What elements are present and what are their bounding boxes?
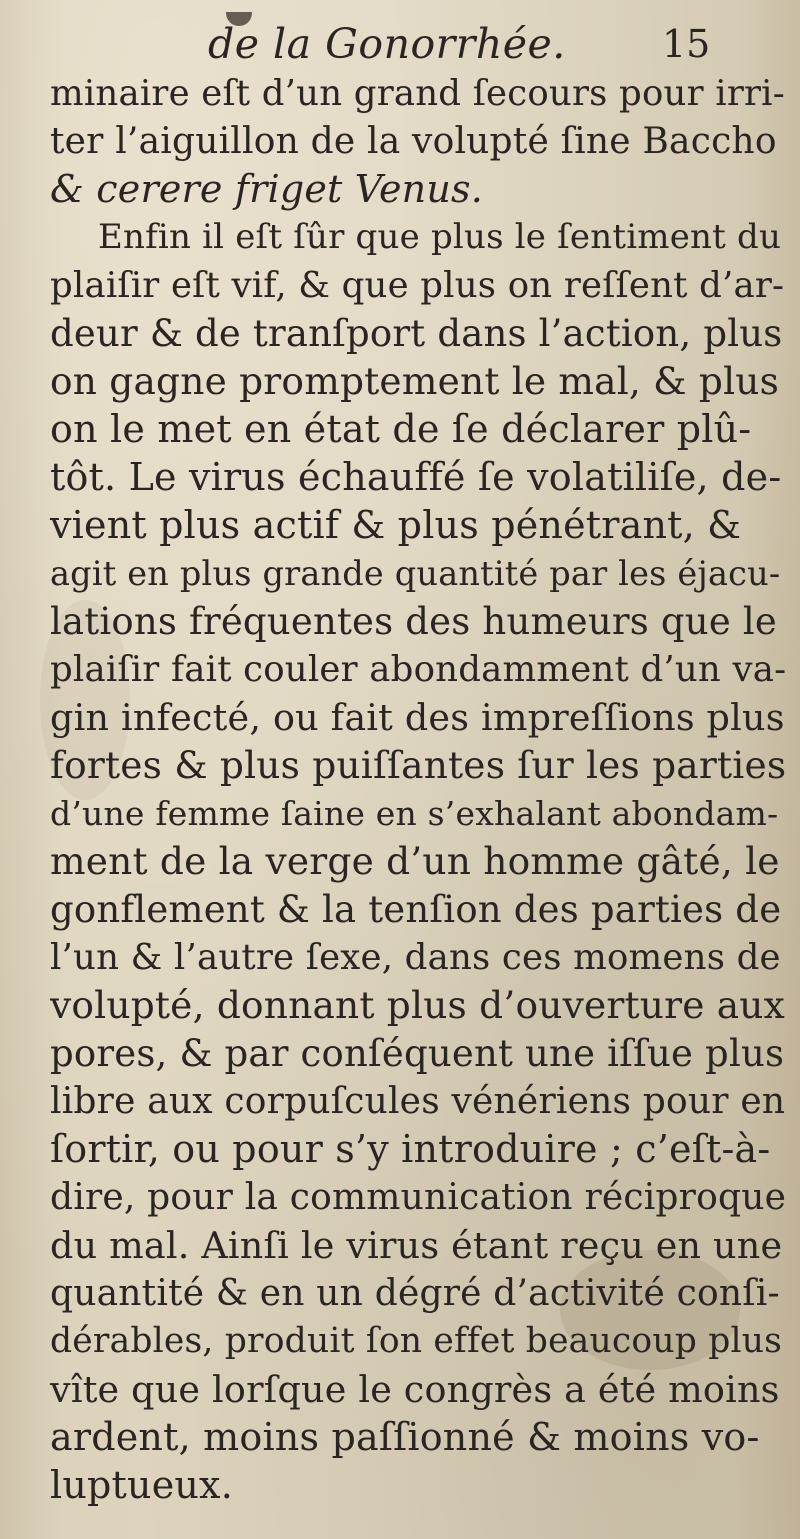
text-line: vîte que lorſque le congrès a été moins: [50, 1368, 780, 1411]
running-title: de la Gonorrhée.: [208, 20, 566, 68]
text-line: Enfin il eſt ſûr que plus le ſentiment du: [98, 217, 782, 257]
text-line: ter l’aiguillon de la volupté ſine Baccho: [50, 121, 777, 162]
text-line: on gagne promptement le mal, & plus: [50, 359, 780, 403]
text-line: & cerere friget Venus.: [50, 167, 483, 211]
text-line: vient plus actif & plus pénétrant, &: [50, 503, 742, 547]
page-number: 15: [662, 22, 711, 66]
text-line: gin infecté, ou fait des impreſſions plus: [50, 696, 785, 739]
text-line: minaire eſt d’un grand ſecours pour irri-: [50, 73, 785, 114]
text-line: dire, pour la communication réciproque: [50, 1177, 787, 1218]
text-line: plaiſir eſt vif, & que plus on reſſent d’ar-: [50, 265, 785, 306]
text-line: ment de la verge d’un homme gâté, le: [50, 839, 780, 883]
text-line: dérables, produit ſon effet beaucoup plus: [50, 1321, 783, 1361]
text-line: luptueux.: [50, 1463, 233, 1507]
text-line: tôt. Le virus échauffé ſe volatiliſe, de-: [50, 455, 782, 499]
text-line: gonflement & la tenſion des parties de: [50, 888, 782, 931]
page-header: [0, 12, 800, 72]
text-line: agit en plus grande quantité par les éjacu-: [50, 554, 781, 593]
text-line: deur & de tranſport dans l’action, plus: [50, 312, 783, 355]
text-line: l’un & l’autre ſexe, dans ces momens de: [50, 937, 781, 978]
text-line: plaiſir fait couler abondamment d’un va-: [50, 649, 787, 690]
text-line: on le met en état de ſe déclarer plû-: [50, 407, 752, 451]
text-line: ſortir, ou pour s’y introduire ; c’eſt-à-: [50, 1127, 771, 1171]
text-line: quantité & en un dégré d’activité conſi-: [50, 1273, 780, 1314]
text-line: du mal. Ainſi le virus étant reçu en une: [50, 1224, 783, 1267]
text-line: lations fréquentes des humeurs que le: [50, 600, 778, 643]
text-line: pores, & par conſéquent une iſſue plus: [50, 1032, 785, 1075]
text-line: libre aux corpuſcules vénériens pour en: [50, 1081, 786, 1122]
text-line: ardent, moins paſſionné & moins vo-: [50, 1415, 760, 1459]
text-line: fortes & plus puiſſantes ſur les parties: [50, 743, 787, 787]
text-line: volupté, donnant plus d’ouverture aux: [50, 983, 785, 1027]
text-line: d’une femme ſaine en s’exhalant abondam-: [50, 794, 779, 833]
